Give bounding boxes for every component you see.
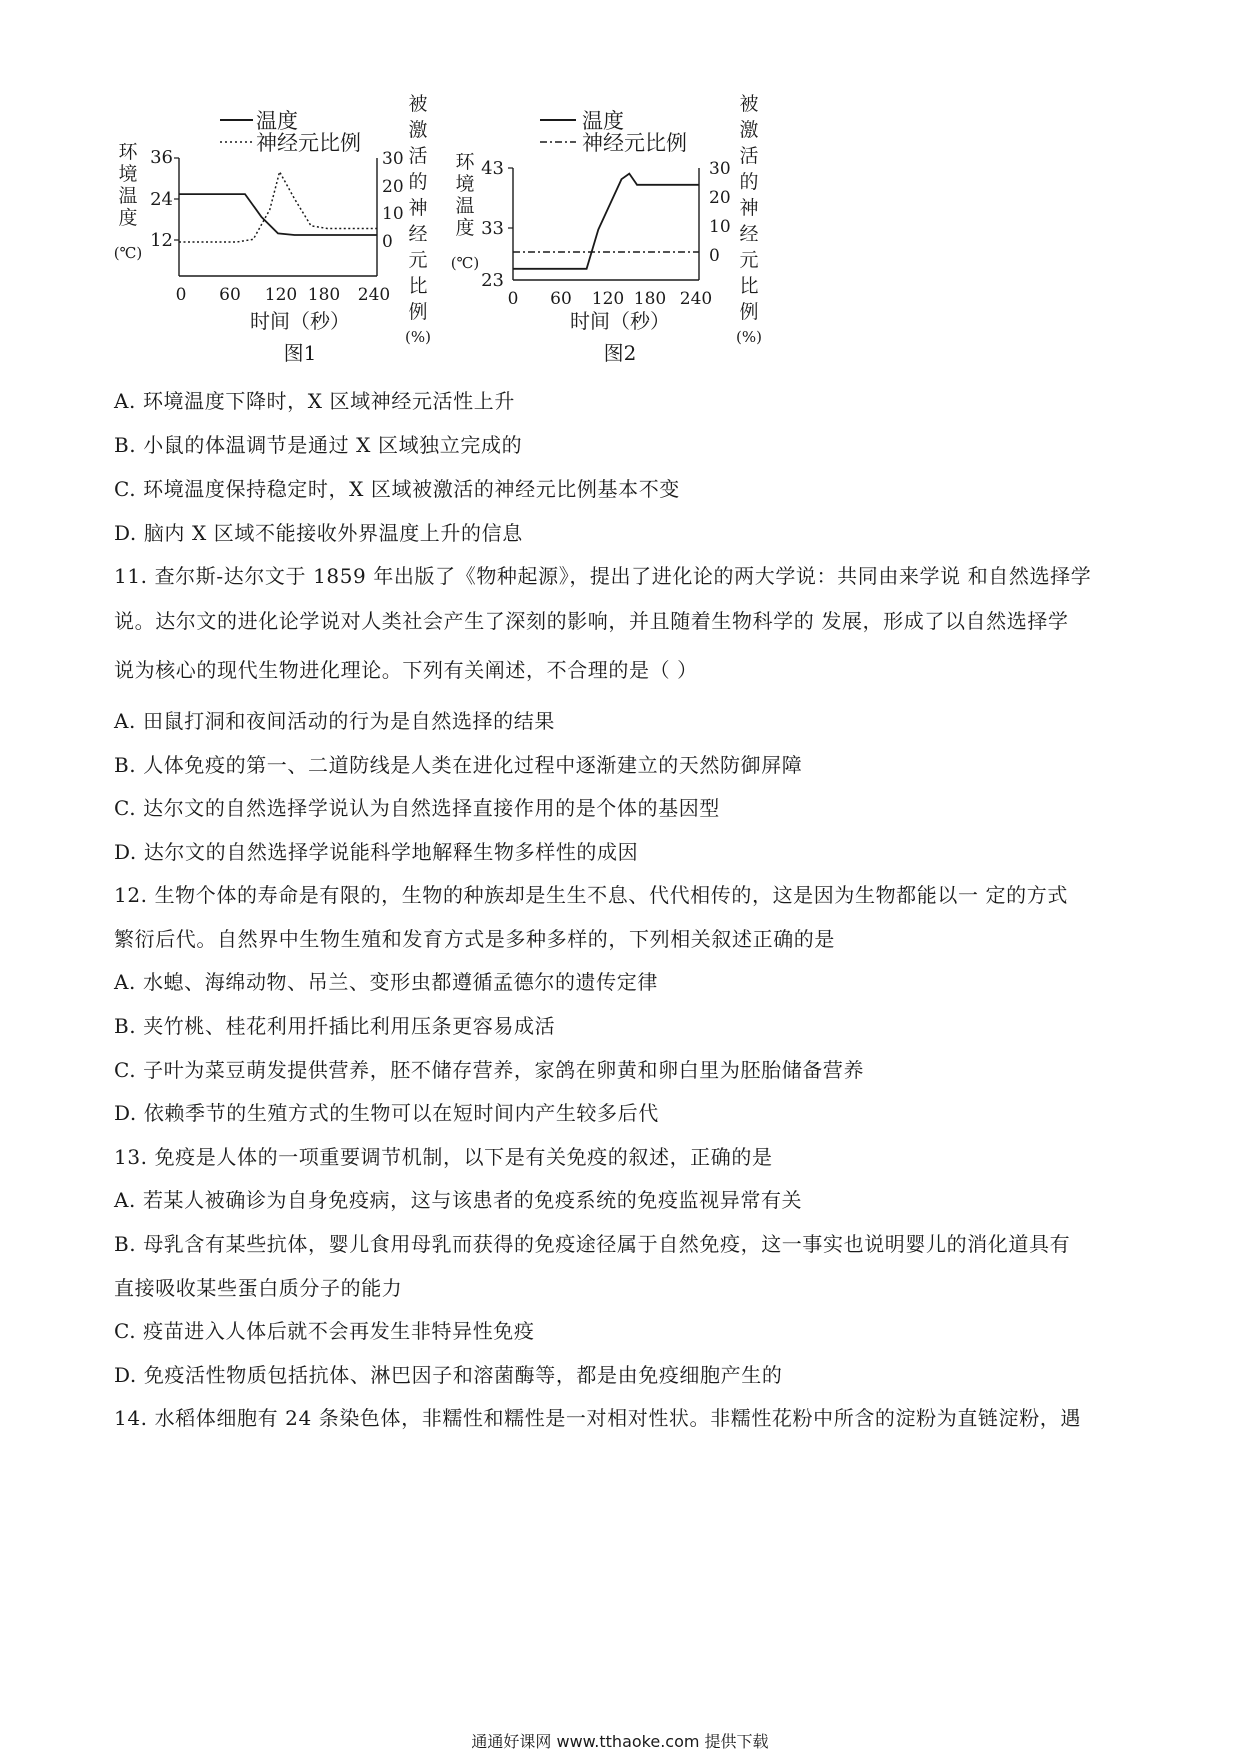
- left-tick: 43: [481, 158, 504, 179]
- option-c: C. 环境温度保持稳定时，X 区域被激活的神经元比例基本不变: [114, 477, 680, 501]
- right-tick: 30: [382, 149, 404, 169]
- left-tick: 24: [150, 189, 173, 210]
- question-14-line-1: 14. 水稻体细胞有 24 条染色体，非糯性和糯性是一对相对性状。非糯性花粉中所含的淀粉为直链淀粉，遇: [114, 1406, 1081, 1430]
- x-tick: 120: [264, 285, 298, 305]
- question-13-line-1: 13. 免疫是人体的一项重要调节机制，以下是有关免疫的叙述，正确的是: [114, 1145, 773, 1169]
- y-axis-label-left: 环境温度(℃): [113, 141, 143, 262]
- left-tick: 33: [481, 218, 504, 239]
- option-c: C. 疫苗进入人体后就不会再发生非特异性免疫: [114, 1319, 535, 1343]
- x-tick: 180: [633, 289, 667, 309]
- left-tick: 36: [150, 147, 173, 168]
- question-12-line-2: 繁衍后代。自然界中生物生殖和发育方式是多种多样的，下列相关叙述正确的是: [114, 927, 835, 951]
- option-b: B. 人体免疫的第一、二道防线是人类在进化过程中逐渐建立的天然防御屏障: [114, 753, 803, 777]
- option-b-continued: 直接吸收某些蛋白质分子的能力: [114, 1276, 403, 1300]
- legend-label-neuron: 神经元比例: [256, 131, 361, 155]
- right-tick: 30: [709, 159, 731, 179]
- option-a: A. 环境温度下降时，X 区域神经元活性上升: [114, 389, 515, 413]
- right-tick: 20: [709, 188, 731, 208]
- x-tick: 120: [591, 289, 625, 309]
- series-temperature: [179, 194, 377, 235]
- legend-label-temp: 温度: [256, 109, 298, 133]
- x-tick: 180: [307, 285, 341, 305]
- right-tick: 20: [382, 177, 404, 197]
- option-c: C. 子叶为菜豆萌发提供营养，胚不储存营养，家鸽在卵黄和卵白里为胚胎储备营养: [114, 1058, 865, 1082]
- option-d: D. 达尔文的自然选择学说能科学地解释生物多样性的成因: [114, 840, 639, 864]
- right-tick: 10: [709, 217, 731, 237]
- option-b: B. 小鼠的体温调节是通过 X 区域独立完成的: [114, 433, 523, 457]
- legend-label-temp: 温度: [582, 109, 624, 133]
- x-tick: 0: [507, 289, 519, 309]
- footer-source: 通通好课网 www.tthaoke.com 提供下载: [471, 1732, 769, 1751]
- y-axis-label-right: 被激活的神经元比例(%): [736, 93, 762, 346]
- question-11-line-1: 11. 查尔斯-达尔文于 1859 年出版了《物种起源》，提出了进化论的两大学说：共同由来学说 和自然选择学: [114, 564, 1092, 588]
- option-b: B. 夹竹桃、桂花利用扦插比利用压条更容易成活: [114, 1014, 556, 1038]
- x-tick: 0: [175, 285, 187, 305]
- left-tick: 12: [150, 230, 173, 251]
- figure-2: [450, 93, 800, 398]
- figure-caption: 图1: [283, 341, 317, 365]
- question-11-line-3: 说为核心的现代生物进化理论。下列有关阐述，不合理的是（ ）: [114, 658, 698, 682]
- x-tick: 240: [357, 285, 391, 305]
- option-a: A. 水螅、海绵动物、吊兰、变形虫都遵循孟德尔的遗传定律: [114, 970, 658, 994]
- figure-caption: 图2: [603, 341, 637, 365]
- legend-label-neuron: 神经元比例: [582, 131, 687, 155]
- x-tick: 240: [679, 289, 713, 309]
- question-12-line-1: 12. 生物个体的寿命是有限的，生物的种族却是生生不息、代代相传的，这是因为生物都能以一 定的方式: [114, 883, 1068, 907]
- right-tick: 10: [382, 204, 404, 224]
- right-tick: 0: [382, 232, 393, 252]
- option-d: D. 免疫活性物质包括抗体、淋巴因子和溶菌酶等，都是由免疫细胞产生的: [114, 1363, 783, 1387]
- figure-2-svg: [450, 93, 800, 398]
- right-tick: 0: [709, 246, 720, 266]
- series-temperature: [513, 174, 699, 269]
- x-tick: 60: [219, 285, 241, 305]
- option-d: D. 脑内 X 区域不能接收外界温度上升的信息: [114, 521, 523, 545]
- left-tick: 23: [481, 270, 504, 291]
- series-neuron-ratio: [179, 172, 377, 242]
- option-a: A. 田鼠打洞和夜间活动的行为是自然选择的结果: [114, 709, 555, 733]
- x-axis-label: 时间（秒）: [570, 309, 670, 333]
- x-tick: 60: [550, 289, 572, 309]
- y-axis-label-left: 环境温度(℃): [450, 151, 480, 272]
- option-c: C. 达尔文的自然选择学说认为自然选择直接作用的是个体的基因型: [114, 796, 720, 820]
- figure-1: [110, 93, 490, 398]
- y-axis-label-right: 被激活的神经元比例(%): [405, 93, 431, 346]
- figure-1-svg: [110, 93, 490, 398]
- option-d: D. 依赖季节的生殖方式的生物可以在短时间内产生较多后代: [114, 1101, 659, 1125]
- question-11-line-2: 说。达尔文的进化论学说对人类社会产生了深刻的影响，并且随着生物科学的 发展，形成了以自然选择学: [114, 609, 1069, 633]
- option-a: A. 若某人被确诊为自身免疫病，这与该患者的免疫系统的免疫监视异常有关: [114, 1188, 803, 1212]
- x-axis-label: 时间（秒）: [250, 309, 350, 333]
- option-b: B. 母乳含有某些抗体，婴儿食用母乳而获得的免疫途径属于自然免疫，这一事实也说明婴儿的消化道具有: [114, 1232, 1071, 1256]
